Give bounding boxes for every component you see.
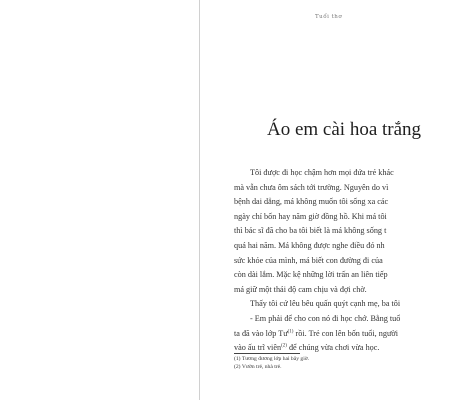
text-line: Thấy tôi cứ lêu bêu quấn quýt cạnh mẹ, ba tôi: [250, 299, 401, 309]
footnote-mark-1: (1): [287, 328, 294, 334]
text-line: bệnh dai dẳng, má không muốn tôi sống xa các: [234, 197, 389, 207]
text-segment: vào ấu trĩ viên: [234, 343, 282, 353]
text-line: còn dài lắm. Mặc kệ những lời trấn an liên tiếp: [234, 270, 388, 280]
text-line: [234, 327, 464, 342]
footnote-1: (1) Tương đương lớp hai bây giờ.: [234, 356, 310, 362]
footnote-divider: [234, 353, 300, 354]
text-line: má giữ một thái độ cam chịu và đợi chờ.: [234, 284, 367, 294]
text-segment: ta đã vào lớp Tư: [234, 328, 288, 338]
chapter-title: Áo em cài hoa trắng: [267, 118, 422, 140]
text-segment: rồi. Trẻ con lên bốn tuổi, người: [295, 328, 398, 338]
running-head: Tuổi thơ: [315, 14, 343, 20]
text-line: - Em phải để cho con nó đi học chớ. Bằng tuổ: [250, 313, 401, 323]
text-line: sức khỏe của mình, má biết con đường đi của: [234, 255, 383, 265]
text-segment: để chúng vừa chơi vừa học.: [288, 343, 380, 353]
text-line: ngày chỉ bốn hay năm giờ đồng hồ. Khi má tôi: [234, 211, 387, 221]
footnote-mark-2: (2): [281, 343, 287, 349]
text-line: mà vẫn chưa ôm sách tới trường. Nguyên do vì: [234, 182, 389, 192]
body-text: [234, 166, 464, 356]
footnote-2: (2) Vườn trẻ, nhà trẻ.: [234, 363, 282, 370]
text-line: quá hai năm. Má không được nghe điều đó nh: [234, 240, 385, 250]
text-line: Tôi được đi học chậm hơn mọi đứa trẻ khác: [250, 168, 394, 177]
footnotes: [234, 356, 309, 371]
left-page: [0, 0, 199, 400]
text-line: thì bác sĩ đã cho ba tôi biết là má không sống t: [234, 226, 387, 236]
right-page: [200, 0, 422, 400]
